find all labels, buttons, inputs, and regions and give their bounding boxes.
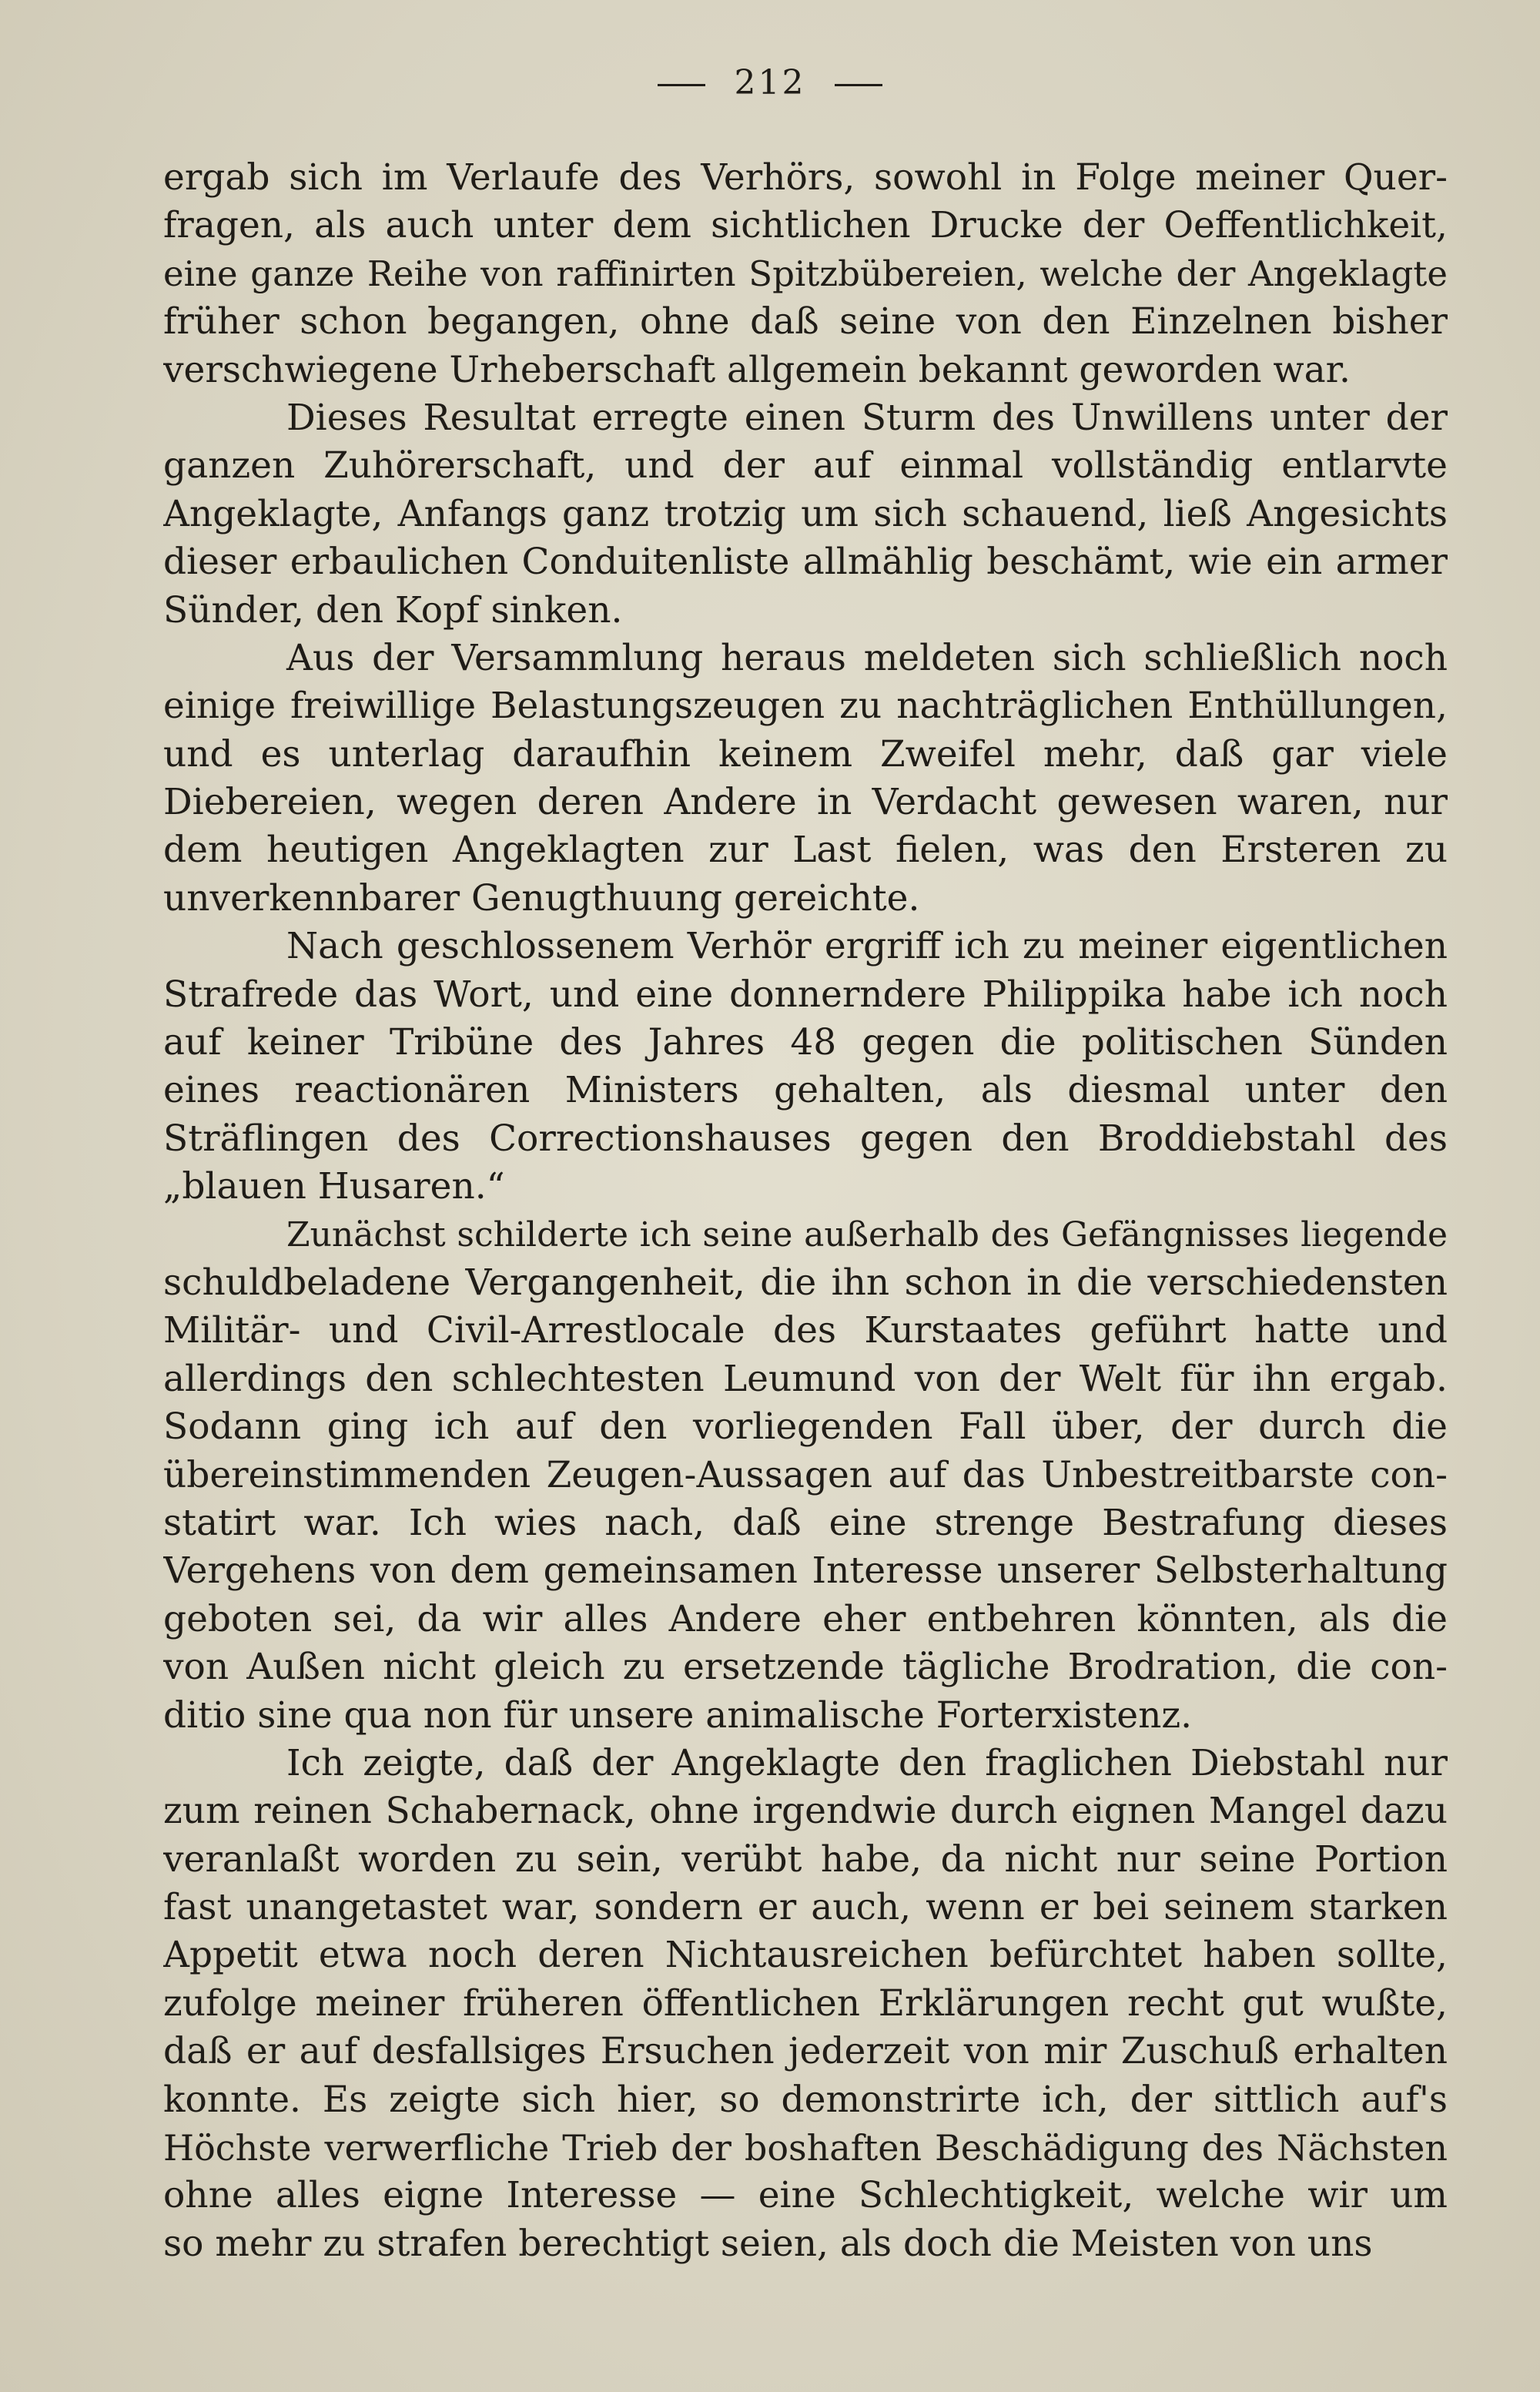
text-line: Aus der Versammlung heraus meldeten sich schließlich noch — [286, 636, 1448, 679]
text-line: zum reinen Schabernack, ohne irgendwie durch eignen Mangel dazu — [163, 1790, 1448, 1833]
text-line: daß er auf desfallsiges Ersuchen jederzeit von mir Zuschuß erhalten — [163, 2030, 1448, 2073]
paragraph — [163, 635, 1448, 923]
paragraph — [163, 1740, 1448, 2268]
text-line: Sträflingen des Correctionshauses gegen den Broddiebstahl des — [163, 1117, 1448, 1160]
paragraph — [163, 154, 1448, 394]
page-number: 212 — [734, 63, 806, 102]
text-line: Ich zeigte, daß der Angeklagte den fraglichen Diebstahl nur — [286, 1741, 1448, 1784]
text-line: dieser erbaulichen Conduitenliste allmählig beschämt, wie ein armer — [163, 541, 1448, 584]
text-line: konnte. Es zeigte sich hier, so demonstrirte ich, der sittlich auf's — [163, 2078, 1448, 2121]
text-line: einige freiwillige Belastungszeugen zu nachträglichen Enthüllungen, — [163, 685, 1448, 728]
text-line: Nach geschlossenem Verhör ergriff ich zu meiner eigentlichen — [286, 925, 1448, 968]
text-line: Appetit etwa noch deren Nichtausreichen befürchtet haben sollte, — [163, 1934, 1448, 1977]
text-line: allerdings den schlechtesten Leumund von der Welt für ihn ergab. — [163, 1357, 1448, 1400]
text-line: auf keiner Tribüne des Jahres 48 gegen die politischen Sünden — [163, 1021, 1448, 1064]
text-line: so mehr zu strafen berechtigt seien, als doch die Meisten von uns — [163, 2222, 1373, 2265]
text-line: früher schon begangen, ohne daß seine von den Einzelnen bisher — [163, 300, 1448, 343]
text-line: zufolge meiner früheren öffentlichen Erklärungen recht gut wußte, — [163, 1982, 1448, 2025]
paragraph — [163, 1211, 1448, 1740]
text-line: Höchste verwerfliche Trieb der boshaften Beschädigung des Nächsten — [163, 2127, 1448, 2169]
text-line: fragen, als auch unter dem sichtlichen Drucke der Oeffentlichkeit, — [163, 204, 1448, 247]
text-line: Strafrede das Wort, und eine donnerndere Philippika habe ich noch — [163, 973, 1448, 1016]
text-line: ganzen Zuhörerschaft, und der auf einmal vollständig entlarvte — [163, 444, 1448, 487]
text-line: geboten sei, da wir alles Andere eher entbehren könnten, als die — [163, 1597, 1448, 1640]
text-line: ergab sich im Verlaufe des Verhörs, sowohl in Folge meiner Quer- — [163, 156, 1448, 199]
text-line: Vergehens von dem gemeinsamen Interesse unserer Selbsterhaltung — [163, 1549, 1448, 1593]
paragraph — [163, 394, 1448, 635]
left-dash-ornament — [658, 84, 705, 86]
text-line: und es unterlag daraufhin keinem Zweifel mehr, daß gar viele — [163, 732, 1448, 776]
text-line: veranlaßt worden zu sein, verübt habe, da nicht nur seine Portion — [163, 1838, 1448, 1881]
page-number-header — [0, 63, 1540, 102]
text-line: eine ganze Reihe von raffinirten Spitzbübereien, welche der Angeklagte — [163, 253, 1448, 294]
text-line: Militär- und Civil-Arrestlocale des Kurstaates geführt hatte und — [163, 1309, 1448, 1352]
text-line: fast unangetastet war, sondern er auch, wenn er bei seinem starken — [163, 1886, 1448, 1929]
text-line: eines reactionären Ministers gehalten, als diesmal unter den — [163, 1069, 1448, 1112]
text-line: Diebereien, wegen deren Andere in Verdacht gewesen waren, nur — [163, 781, 1448, 824]
text-line: Angeklagte, Anfangs ganz trotzig um sich schauend, ließ Angesichts — [163, 492, 1448, 535]
text-line: ohne alles eigne Interesse — eine Schlechtigkeit, welche wir um — [163, 2174, 1448, 2217]
text-line: Sünder, den Kopf sinken. — [163, 588, 623, 632]
text-line: schuldbeladene Vergangenheit, die ihn schon in die verschiedensten — [163, 1261, 1448, 1304]
text-line: Dieses Resultat erregte einen Sturm des Unwillens unter der — [286, 396, 1448, 439]
text-line: „blauen Husaren.“ — [163, 1165, 505, 1208]
text-line: übereinstimmenden Zeugen-Aussagen auf das Unbestreitbarste con- — [163, 1453, 1448, 1496]
text-line: unverkennbarer Genugthuung gereichte. — [163, 876, 920, 920]
text-line: dem heutigen Angeklagten zur Last fielen, was den Ersteren zu — [163, 829, 1448, 872]
text-line: verschwiegene Urheberschaft allgemein bekannt geworden war. — [163, 348, 1351, 391]
right-dash-ornament — [835, 84, 882, 86]
text-line: statirt war. Ich wies nach, daß eine strenge Bestrafung dieses — [163, 1501, 1448, 1544]
body-text — [163, 154, 1448, 2268]
text-line: ditio sine qua non für unsere animalische Forterxistenz. — [163, 1693, 1193, 1737]
text-line: Sodann ging ich auf den vorliegenden Fall über, der durch die — [163, 1405, 1448, 1449]
text-line: Zunächst schilderte ich seine außerhalb des Gefängnisses liegende — [286, 1214, 1448, 1255]
text-line: von Außen nicht gleich zu ersetzende tägliche Brodration, die con- — [163, 1646, 1448, 1689]
paragraph — [163, 923, 1448, 1211]
